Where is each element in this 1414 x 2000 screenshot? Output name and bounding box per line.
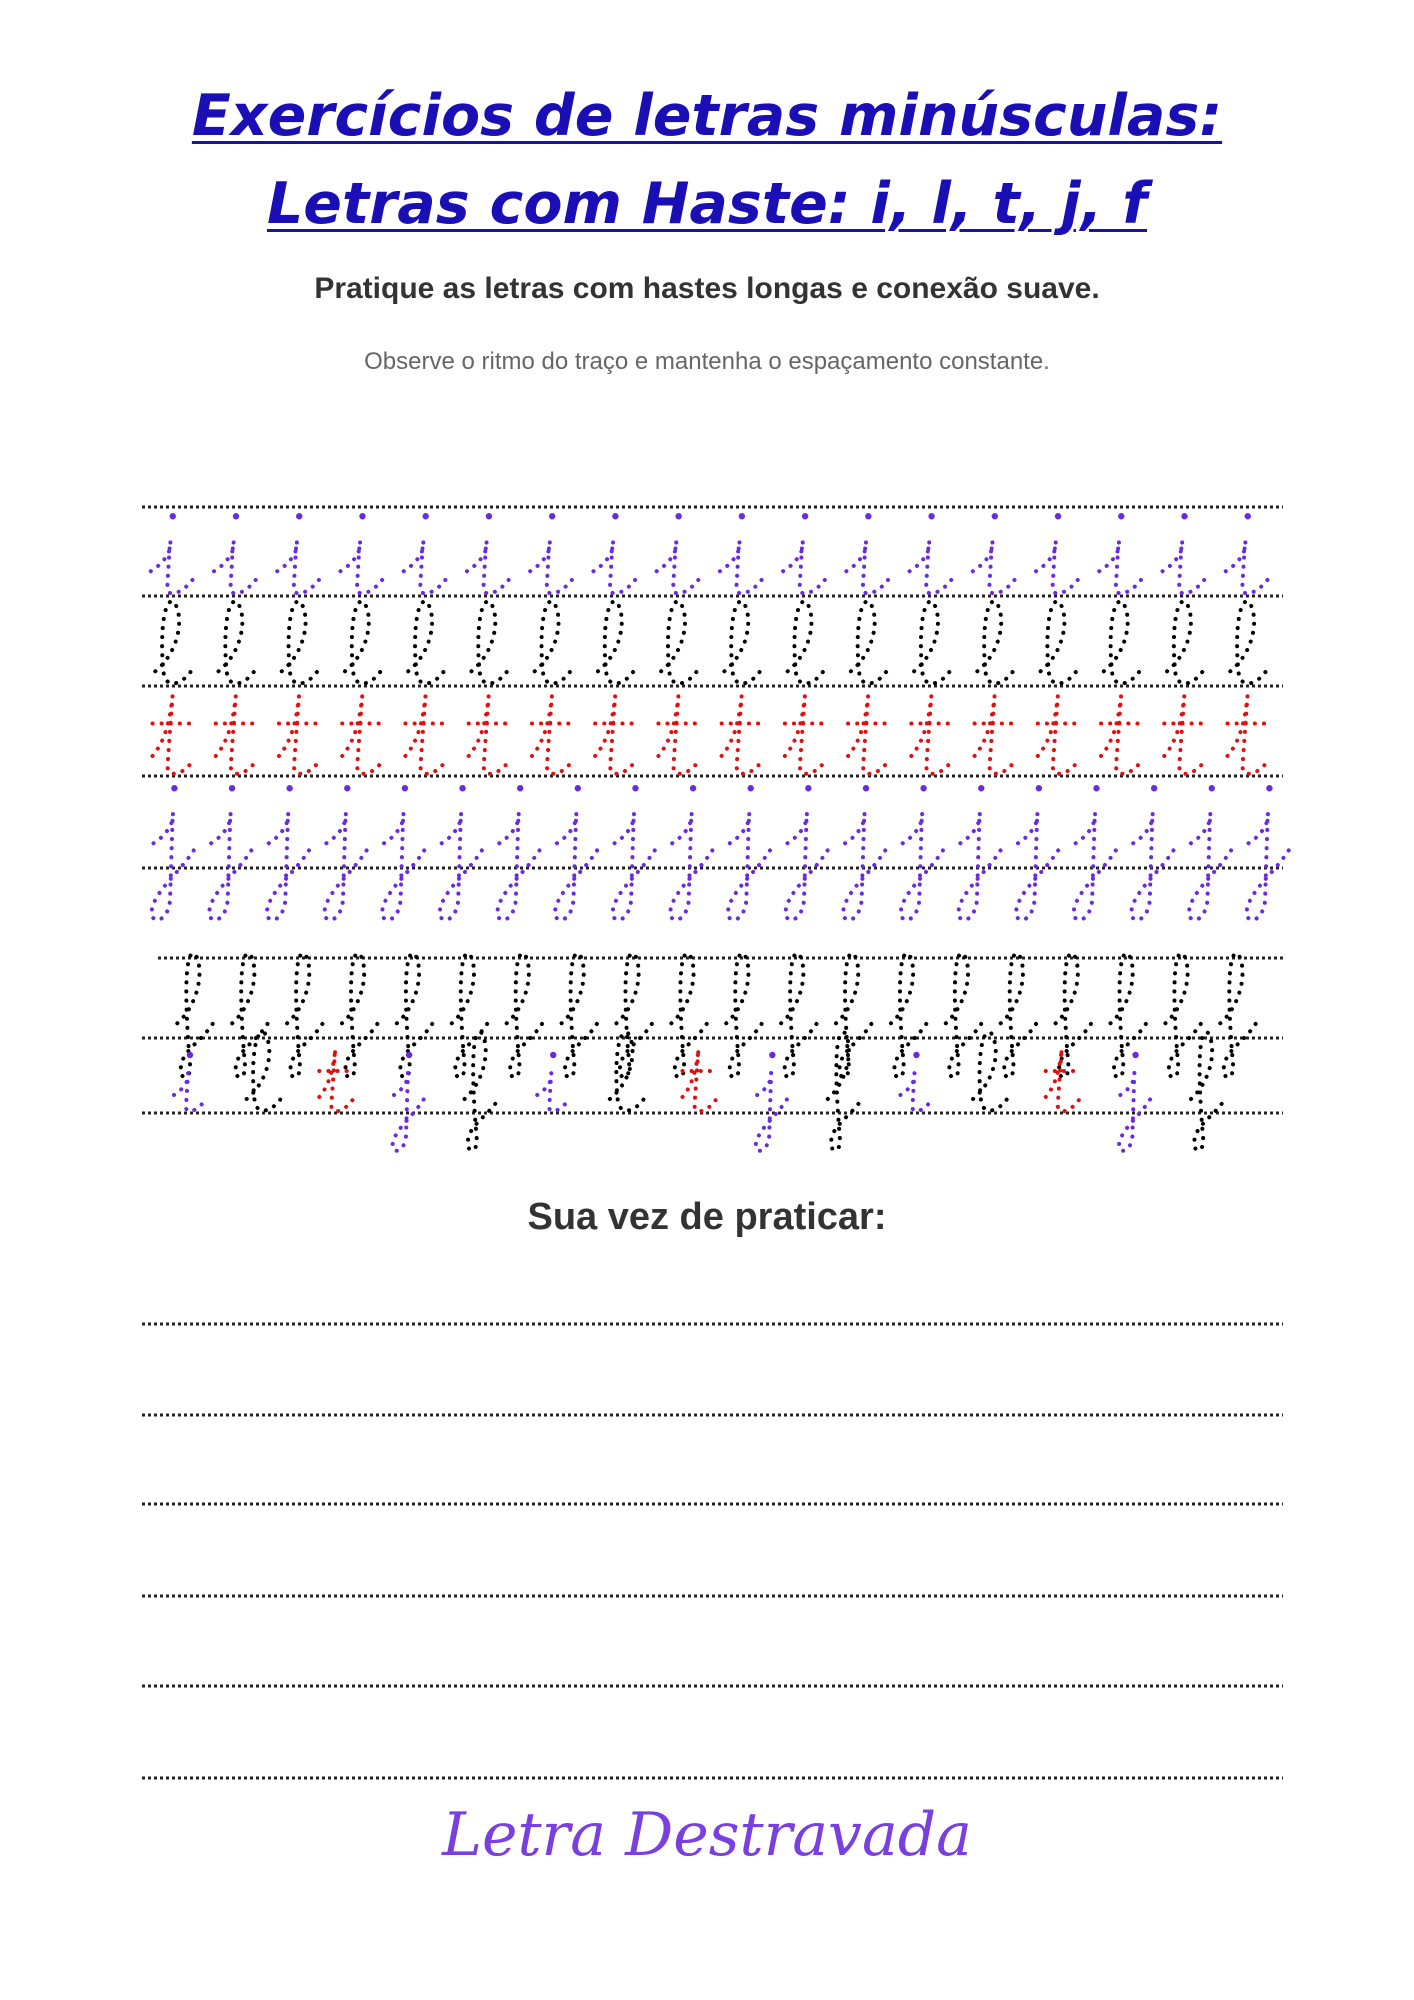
tracing-letter-j [267, 785, 310, 920]
tracing-letter-f [342, 953, 378, 1077]
tracing-letter-t [595, 696, 638, 774]
tracing-letter-t [1228, 696, 1271, 774]
letter-stroke [1163, 541, 1207, 593]
mixed-letter-j [393, 1052, 424, 1151]
letter-stroke [471, 601, 507, 683]
tracing-letter-f [1056, 953, 1092, 1077]
letter-dot [1181, 513, 1187, 519]
tracing-letter-i [214, 513, 258, 593]
letter-dot [402, 785, 408, 791]
tracing-letter-j [325, 785, 368, 920]
mixed-letter-i [174, 1052, 206, 1111]
tracing-letter-j [152, 785, 195, 920]
letter-stroke [959, 813, 1002, 920]
worksheet-title-line-1: Exercícios de letras minúsculas: [191, 83, 1223, 149]
tracing-letter-j [901, 785, 944, 920]
letter-stroke [216, 696, 259, 774]
letter-stroke [155, 601, 191, 683]
tracing-letter-l [219, 601, 255, 683]
mixed-letter-f [1191, 1032, 1225, 1150]
letter-stroke [1074, 813, 1117, 920]
letter-stroke [722, 696, 765, 774]
tracing-letter-t [342, 696, 385, 774]
tracing-letter-f [671, 953, 707, 1077]
letter-stroke [1165, 953, 1201, 1077]
tracing-letter-t [975, 696, 1018, 774]
letter-stroke [530, 541, 574, 593]
letter-stroke [977, 601, 1013, 683]
mixed-letter-i [900, 1052, 932, 1111]
letter-dot [233, 513, 239, 519]
tracing-letter-f [452, 953, 488, 1077]
letter-dot [171, 785, 177, 791]
letter-stroke [1016, 813, 1059, 920]
letter-dot [170, 513, 176, 519]
tracing-letter-f [616, 953, 652, 1077]
letter-dot [739, 513, 745, 519]
letter-dot [805, 785, 811, 791]
letter-dot [1266, 785, 1272, 791]
letter-stroke [1056, 953, 1092, 1077]
letter-stroke [1191, 1032, 1225, 1150]
letter-stroke [153, 696, 196, 774]
tracing-letter-i [593, 513, 637, 593]
tracing-letter-t [279, 696, 322, 774]
practice-heading: Sua vez de praticar: [527, 1196, 887, 1238]
tracing-letter-l [1230, 601, 1266, 683]
letter-stroke [345, 601, 381, 683]
letter-stroke [537, 1073, 569, 1111]
worksheet-subtitle: Pratique as letras com hastes longas e conexão suave. [314, 272, 1100, 305]
letter-stroke [593, 541, 637, 593]
letter-stroke [177, 953, 213, 1077]
letter-dot [406, 1052, 412, 1058]
tracing-letter-t [785, 696, 828, 774]
tracing-letter-i [277, 513, 321, 593]
letter-stroke [670, 813, 713, 920]
tracing-letter-l [661, 601, 697, 683]
letter-stroke [1247, 813, 1290, 920]
letter-stroke [232, 953, 268, 1077]
mixed-letter-j [1119, 1052, 1150, 1151]
letter-stroke [726, 953, 762, 1077]
tracing-letter-i [1163, 513, 1207, 593]
letter-stroke [683, 1049, 717, 1111]
letter-stroke [851, 601, 887, 683]
letter-stroke [616, 953, 652, 1077]
letter-stroke [507, 953, 543, 1077]
letter-stroke [562, 953, 598, 1077]
letter-stroke [781, 953, 817, 1077]
letter-dot [978, 785, 984, 791]
tracing-letter-t [848, 696, 891, 774]
letter-dot [549, 513, 555, 519]
letter-stroke [277, 541, 321, 593]
letter-dot [675, 513, 681, 519]
tracing-letter-i [1226, 513, 1270, 593]
tracing-letter-j [786, 785, 829, 920]
tracing-letter-l [724, 601, 760, 683]
mixed-letter-i [537, 1052, 569, 1111]
tracing-letter-f [726, 953, 762, 1077]
tracing-letter-f [1165, 953, 1201, 1077]
tracing-letter-l [1041, 601, 1077, 683]
tracing-letter-f [1001, 953, 1037, 1077]
tracing-letter-i [340, 513, 384, 593]
tracing-letter-l [155, 601, 191, 683]
letter-dot [359, 513, 365, 519]
letter-dot [865, 513, 871, 519]
tracing-letter-j [843, 785, 886, 920]
letter-stroke [975, 696, 1018, 774]
letter-dot [296, 513, 302, 519]
tracing-letter-i [910, 513, 954, 593]
tracing-letter-i [657, 513, 701, 593]
letter-stroke [911, 696, 954, 774]
letter-stroke [595, 696, 638, 774]
tracing-letter-l [851, 601, 887, 683]
tracing-letter-j [1016, 785, 1059, 920]
letter-dot [632, 785, 638, 791]
letter-stroke [728, 813, 771, 920]
letter-stroke [973, 1032, 1007, 1110]
tracing-letter-j [497, 785, 540, 920]
letter-dot [1093, 785, 1099, 791]
letter-stroke [325, 813, 368, 920]
letter-stroke [1104, 601, 1140, 683]
letter-stroke [1230, 601, 1266, 683]
letter-dot [748, 785, 754, 791]
tracing-letter-j [440, 785, 483, 920]
letter-stroke [408, 601, 444, 683]
tracing-letter-l [345, 601, 381, 683]
letter-stroke [891, 953, 927, 1077]
letter-stroke [843, 813, 886, 920]
tracing-letter-j [1074, 785, 1117, 920]
letter-dot [550, 1052, 556, 1058]
letter-stroke [1131, 813, 1174, 920]
letter-stroke [152, 813, 195, 920]
tracing-letter-l [535, 601, 571, 683]
tracing-letter-i [720, 513, 764, 593]
letter-dot [286, 785, 292, 791]
letter-stroke [532, 696, 575, 774]
letter-dot [459, 785, 465, 791]
tracing-letter-t [1164, 696, 1207, 774]
mixed-letter-l [610, 1032, 644, 1110]
letter-stroke [342, 696, 385, 774]
letter-stroke [786, 813, 829, 920]
letter-dot [913, 1052, 919, 1058]
letter-stroke [914, 601, 950, 683]
tracing-letter-f [891, 953, 927, 1077]
tracing-letter-l [598, 601, 634, 683]
mixed-letter-l [247, 1032, 281, 1110]
letter-stroke [788, 601, 824, 683]
letter-stroke [901, 813, 944, 920]
letter-stroke [973, 541, 1017, 593]
letter-stroke [658, 696, 701, 774]
letter-stroke [469, 696, 512, 774]
tracing-letter-f [836, 953, 872, 1077]
letter-dot [1118, 513, 1124, 519]
letter-dot [1245, 513, 1251, 519]
mixed-letter-t [683, 1049, 717, 1111]
letter-stroke [610, 1032, 644, 1110]
letter-dot [486, 513, 492, 519]
tracing-letter-j [382, 785, 425, 920]
letter-stroke [247, 1032, 281, 1110]
tracing-letter-f [397, 953, 433, 1077]
letter-stroke [467, 541, 511, 593]
letter-stroke [342, 953, 378, 1077]
tracing-letter-i [846, 513, 890, 593]
mixed-letter-f [465, 1032, 499, 1150]
letter-dot [344, 785, 350, 791]
tracing-letter-l [1104, 601, 1140, 683]
mixed-letter-f [828, 1032, 862, 1150]
letter-dot [575, 785, 581, 791]
letter-stroke [900, 1073, 932, 1111]
tracing-letter-i [404, 513, 448, 593]
tracing-letter-f [781, 953, 817, 1077]
letter-stroke [613, 813, 656, 920]
worksheet-instruction: Observe o ritmo do traço e mantenha o espaçamento constante. [364, 348, 1050, 375]
letter-dot [1132, 1052, 1138, 1058]
tracing-letter-t [1101, 696, 1144, 774]
tracing-letter-j [209, 785, 252, 920]
letter-stroke [151, 541, 195, 593]
tracing-letter-i [467, 513, 511, 593]
tracing-letter-f [177, 953, 213, 1077]
letter-dot [1209, 785, 1215, 791]
letter-stroke [1164, 696, 1207, 774]
tracing-letter-t [153, 696, 196, 774]
letter-stroke [397, 953, 433, 1077]
letter-stroke [783, 541, 827, 593]
letter-stroke [1038, 696, 1081, 774]
letter-dot [187, 1052, 193, 1058]
tracing-letter-j [1189, 785, 1232, 920]
letter-dot [517, 785, 523, 791]
letter-dot [229, 785, 235, 791]
letter-stroke [287, 953, 323, 1077]
letter-stroke [724, 601, 760, 683]
letter-stroke [497, 813, 540, 920]
tracing-letter-i [1099, 513, 1143, 593]
letter-stroke [720, 541, 764, 593]
letter-stroke [946, 953, 982, 1077]
letter-dot [1036, 785, 1042, 791]
letter-dot [1151, 785, 1157, 791]
letter-stroke [1001, 953, 1037, 1077]
letter-stroke [1111, 953, 1147, 1077]
tracing-letter-j [1247, 785, 1290, 920]
letter-stroke [174, 1073, 206, 1111]
letter-stroke [452, 953, 488, 1077]
letter-stroke [219, 601, 255, 683]
letter-stroke [555, 813, 598, 920]
letter-stroke [1099, 541, 1143, 593]
tracing-letter-l [977, 601, 1013, 683]
letter-dot [992, 513, 998, 519]
tracing-letter-t [722, 696, 765, 774]
tracing-letter-t [216, 696, 259, 774]
letter-stroke [465, 1032, 499, 1150]
tracing-letter-f [1220, 953, 1256, 1077]
letter-stroke [214, 541, 258, 593]
tracing-letter-t [469, 696, 512, 774]
letter-stroke [661, 601, 697, 683]
tracing-letter-j [613, 785, 656, 920]
tracing-letter-f [232, 953, 268, 1077]
tracing-letter-f [562, 953, 598, 1077]
letter-stroke [1228, 696, 1271, 774]
letter-dot [863, 785, 869, 791]
letter-stroke [405, 696, 448, 774]
tracing-letter-i [530, 513, 574, 593]
letter-stroke [1101, 696, 1144, 774]
tracing-letter-j [1131, 785, 1174, 920]
tracing-letter-j [728, 785, 771, 920]
worksheet-title-line-2: Letras com Haste: i, l, t, j, f [266, 171, 1148, 237]
tracing-letter-t [532, 696, 575, 774]
letter-stroke [1036, 541, 1080, 593]
tracing-letter-l [788, 601, 824, 683]
letter-dot [690, 785, 696, 791]
tracing-letter-f [1111, 953, 1147, 1077]
letter-stroke [848, 696, 891, 774]
letter-stroke [785, 696, 828, 774]
tracing-letter-t [1038, 696, 1081, 774]
letter-stroke [282, 601, 318, 683]
letter-dot [1055, 513, 1061, 519]
letter-dot [920, 785, 926, 791]
tracing-letter-l [408, 601, 444, 683]
tracing-letter-l [471, 601, 507, 683]
letter-dot [769, 1052, 775, 1058]
letter-stroke [209, 813, 252, 920]
tracing-letter-f [507, 953, 543, 1077]
letter-stroke [910, 541, 954, 593]
letter-stroke [1189, 813, 1232, 920]
tracing-letter-t [405, 696, 448, 774]
mixed-letter-j [756, 1052, 787, 1151]
brand-logo: Letra Destravada [442, 1800, 972, 1870]
letter-stroke [1167, 601, 1203, 683]
tracing-letter-i [151, 513, 195, 593]
letter-stroke [535, 601, 571, 683]
tracing-letter-i [783, 513, 827, 593]
letter-stroke [382, 813, 425, 920]
letter-stroke [1220, 953, 1256, 1077]
tracing-letter-l [914, 601, 950, 683]
letter-stroke [671, 953, 707, 1077]
letter-stroke [440, 813, 483, 920]
letter-stroke [598, 601, 634, 683]
tracing-letter-t [911, 696, 954, 774]
letter-stroke [846, 541, 890, 593]
letter-stroke [1041, 601, 1077, 683]
letter-stroke [404, 541, 448, 593]
letter-dot [802, 513, 808, 519]
mixed-letter-l [973, 1032, 1007, 1110]
tracing-letter-t [658, 696, 701, 774]
tracing-letter-j [959, 785, 1002, 920]
letter-stroke [657, 541, 701, 593]
tracing-letter-j [555, 785, 598, 920]
tracing-letter-i [973, 513, 1017, 593]
letter-stroke [836, 953, 872, 1077]
letter-stroke [279, 696, 322, 774]
tracing-letter-l [1167, 601, 1203, 683]
letter-dot [422, 513, 428, 519]
tracing-letter-f [946, 953, 982, 1077]
letter-stroke [267, 813, 310, 920]
tracing-letter-l [282, 601, 318, 683]
letter-stroke [1226, 541, 1270, 593]
tracing-letter-f [287, 953, 323, 1077]
tracing-letter-i [1036, 513, 1080, 593]
letter-dot [928, 513, 934, 519]
letter-dot [612, 513, 618, 519]
tracing-letter-j [670, 785, 713, 920]
letter-stroke [340, 541, 384, 593]
letter-stroke [828, 1032, 862, 1150]
